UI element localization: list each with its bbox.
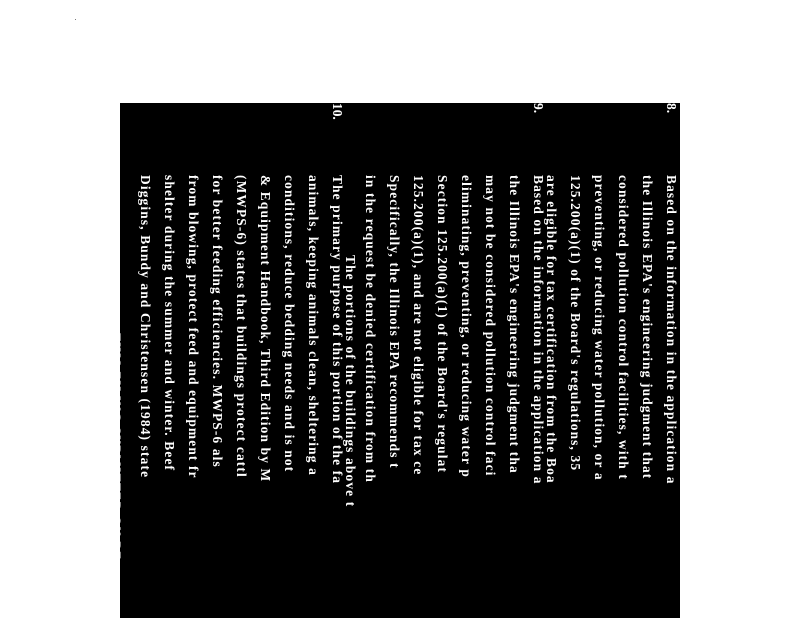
item-10-line: The primary purpose of this portion of the fa	[330, 175, 345, 485]
item-8-line: 125.200(a)(1) of the Board's regulations, 35	[568, 175, 583, 472]
item-10-line: shelter during the summer and winter. Beef	[162, 175, 177, 472]
item-8-line: are eligible for tax certification from the Boa	[544, 175, 559, 484]
item-9-line: Section 125.200(a)(1) of the Board's regulat	[435, 175, 450, 474]
item-9-line: eliminating, preventing, or reducing water p	[459, 175, 474, 478]
item-9-line: Based on the information in the application a	[531, 175, 546, 485]
margin	[680, 103, 800, 618]
item-8-line: preventing, or reducing water pollution, or a	[592, 175, 607, 481]
item-9-line: in the request be denied certification from th	[363, 175, 378, 483]
item-9-line: Specifically, the Illinois EPA recommends t	[387, 175, 402, 469]
item-9-line: The portions of the buildings above t	[343, 255, 358, 508]
item-9-line: the Illinois EPA's engineering judgment tha	[507, 175, 522, 474]
item-number: 8.	[664, 103, 679, 114]
item-10-line: & Equipment Handbook, Third Edition by M	[258, 175, 273, 483]
item-8-line: considered pollution control facilities, with t	[616, 175, 631, 480]
item-8-line: the Illinois EPA's engineering judgment that	[640, 175, 655, 480]
item-10-line: conditions, reduce bedding needs and is not	[282, 175, 297, 473]
item-10-line: from blowing, protect feed and equipment fr	[186, 175, 201, 479]
item-10-line: (MWPS-6) states that buildings protect cattl	[234, 175, 249, 478]
scan-speck	[75, 19, 76, 20]
item-8-line: Based on the information in the application a	[664, 175, 679, 485]
scanned-page-panel	[110, 103, 680, 618]
item-number: 10.	[330, 103, 345, 120]
item-10-line: Diggins, Bundy and Christensen (1984) state	[138, 175, 153, 479]
item-9-line: may not be considered pollution control faci	[483, 175, 498, 477]
item-10-line: for better feeding efficiencies. MWPS-6 als	[210, 175, 225, 468]
item-9-line: 125.200(a)(1), and are not eligible for tax ce	[411, 175, 426, 476]
filing-footer: THIS FILING SUBMITTED ON RE	[110, 333, 124, 561]
item-10-line: animals, keeping animals clean, sheltering a	[306, 175, 321, 476]
item-number: 9.	[531, 103, 546, 114]
